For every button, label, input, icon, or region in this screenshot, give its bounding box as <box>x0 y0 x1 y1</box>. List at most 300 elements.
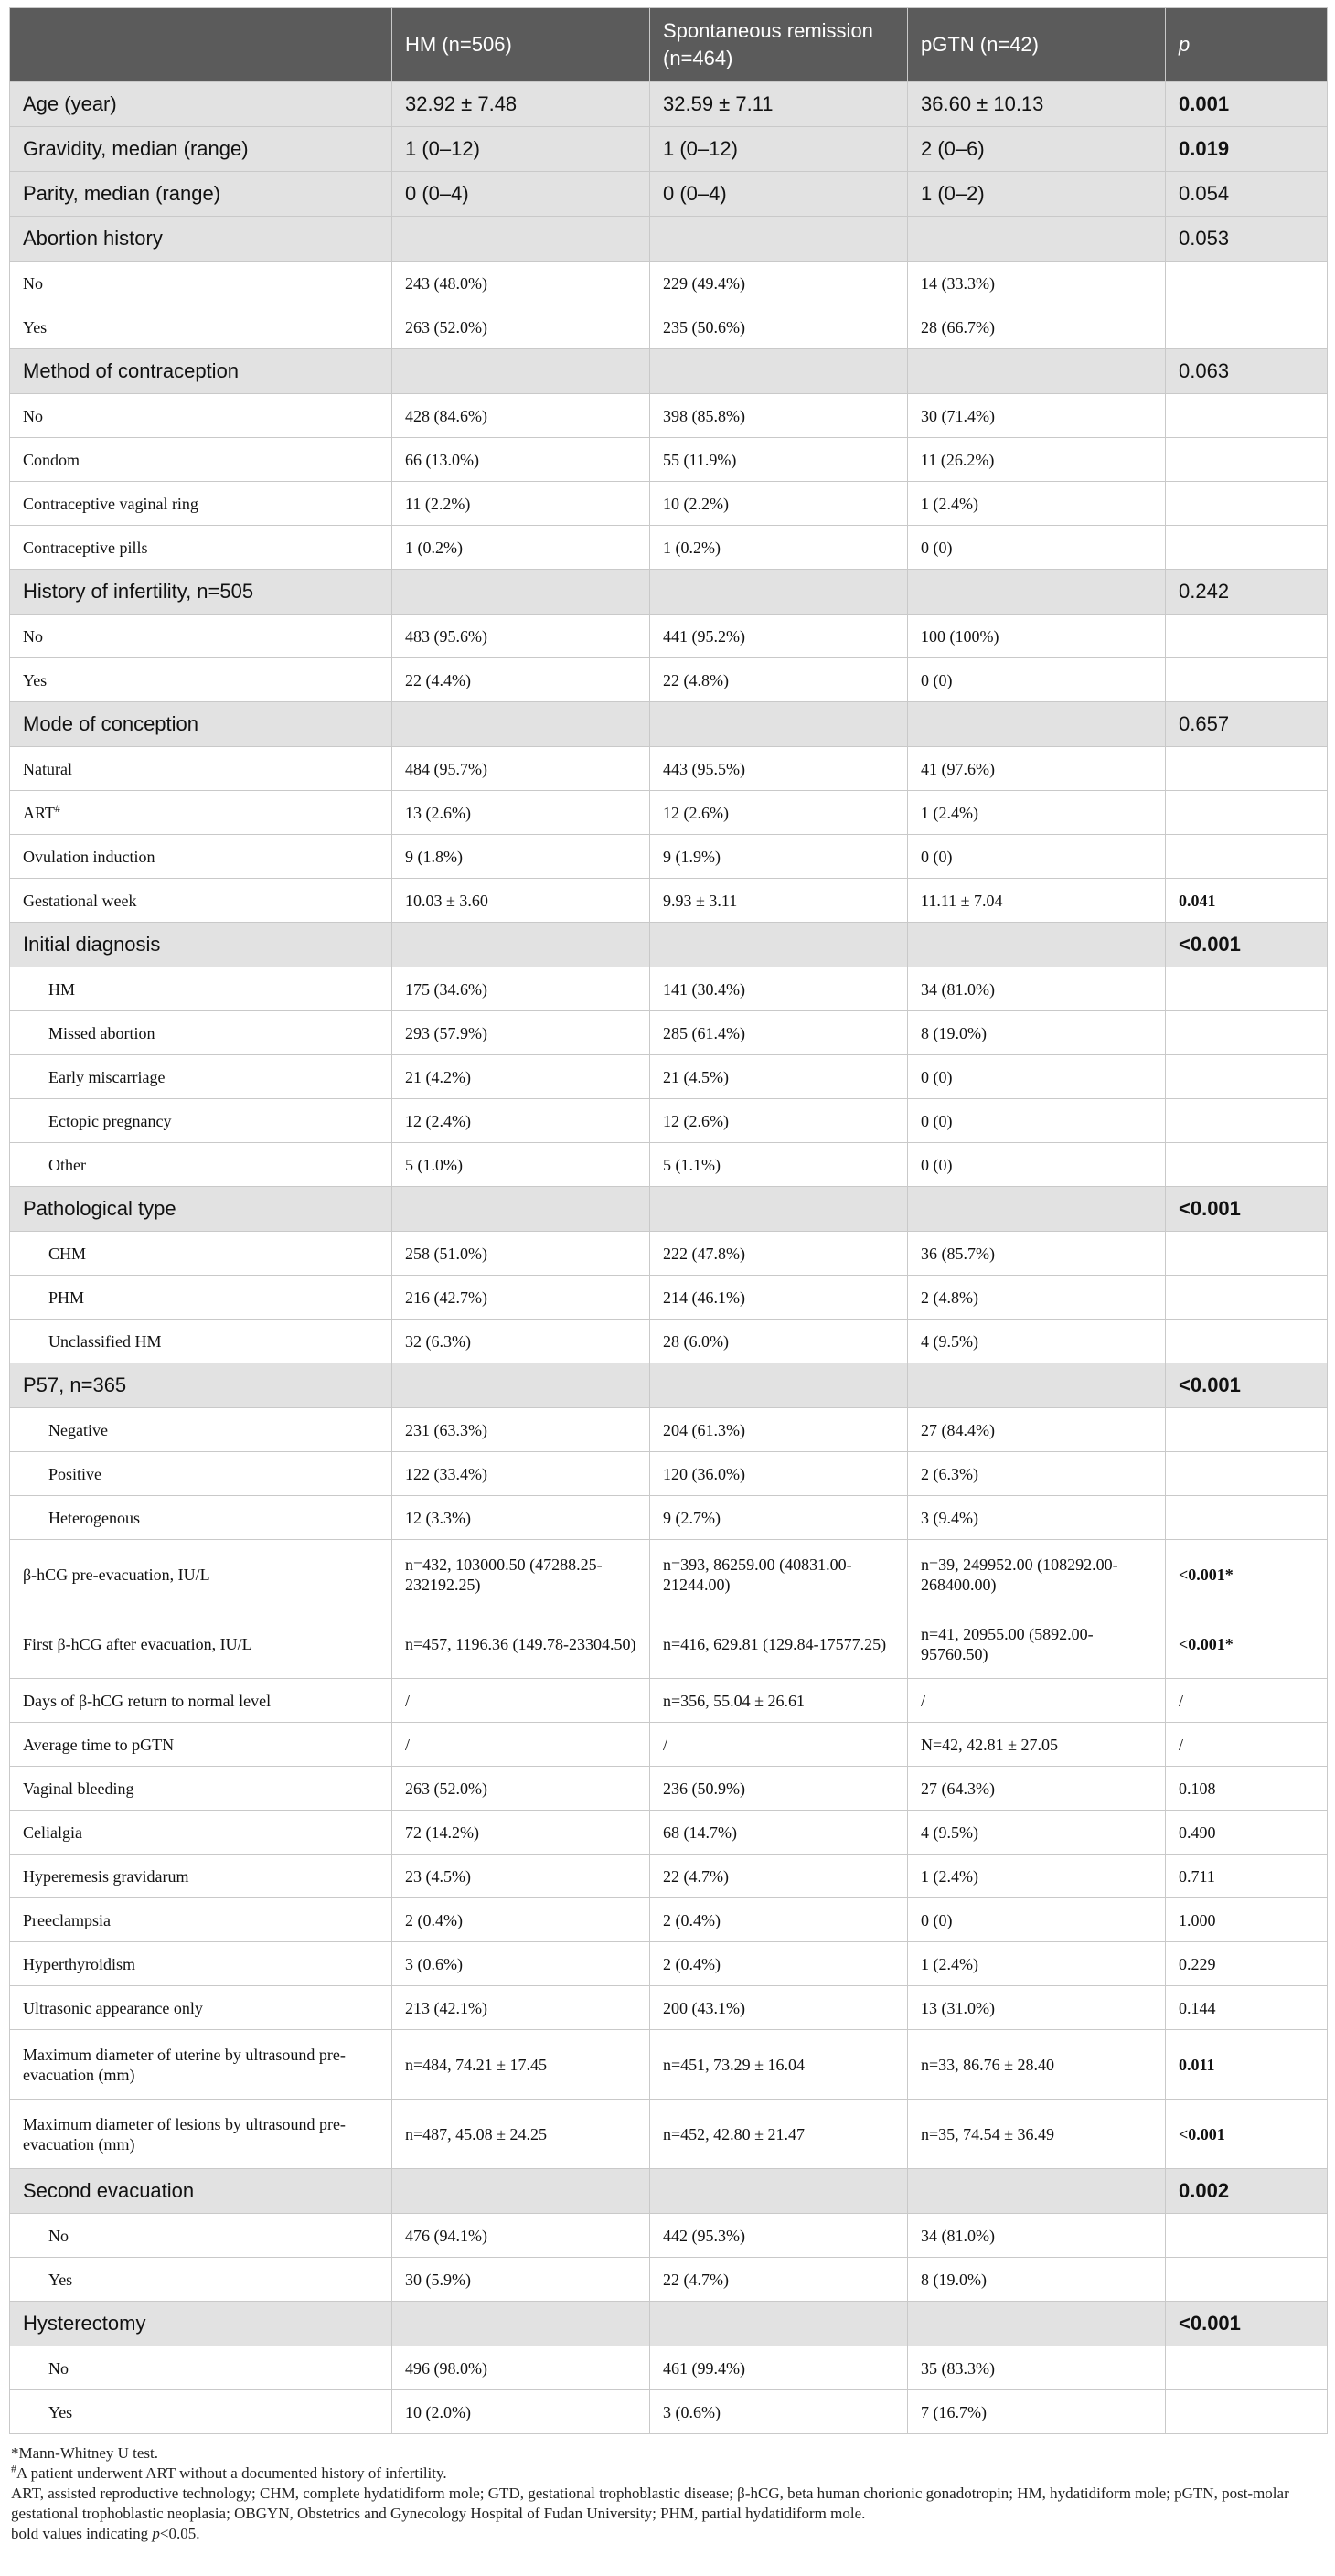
table-row <box>10 2030 1328 2100</box>
footnote-bold <box>11 2524 1327 2544</box>
hm-cell: 428 (84.6%) <box>392 394 650 438</box>
label-cell <box>10 1723 392 1767</box>
table-row <box>10 1408 1328 1452</box>
header-cell-variable <box>10 8 392 82</box>
p-value-cell: 0.144 <box>1166 1986 1328 2030</box>
spontaneous-remission-cell: 200 (43.1%) <box>650 1986 908 2030</box>
row-label: First β-hCG after evacuation, IU/L <box>23 1634 252 1653</box>
row-label: Initial diagnosis <box>23 933 161 956</box>
spontaneous-remission-cell: n=452, 42.80 ± 21.47 <box>650 2100 908 2169</box>
row-label: Ectopic pregnancy <box>48 1111 172 1130</box>
spontaneous-remission-cell: 12 (2.6%) <box>650 791 908 835</box>
label-cell <box>10 1143 392 1187</box>
spontaneous-remission-cell <box>650 1363 908 1408</box>
spontaneous-remission-cell: 0 (0–4) <box>650 172 908 217</box>
header-cell-spontaneous-remission: Spontaneous remission (n=464) <box>650 8 908 82</box>
spontaneous-remission-cell <box>650 349 908 394</box>
spontaneous-remission-cell: 285 (61.4%) <box>650 1011 908 1055</box>
pgtn-cell: 11 (26.2%) <box>908 438 1166 482</box>
section-row <box>10 127 1328 172</box>
spontaneous-remission-cell: 9 (2.7%) <box>650 1496 908 1540</box>
p-value-cell <box>1166 305 1328 349</box>
row-label: Early miscarriage <box>48 1067 166 1086</box>
p-value-cell: 0.242 <box>1166 570 1328 615</box>
section-row <box>10 82 1328 127</box>
hm-cell: 10.03 ± 3.60 <box>392 879 650 923</box>
row-label: Method of contraception <box>23 359 240 382</box>
table-row <box>10 1855 1328 1898</box>
spontaneous-remission-cell: 443 (95.5%) <box>650 747 908 791</box>
label-cell <box>10 1099 392 1143</box>
table-row <box>10 482 1328 526</box>
row-label: Age (year) <box>23 92 117 115</box>
label-cell <box>10 394 392 438</box>
table-row <box>10 1320 1328 1363</box>
label-cell <box>10 1320 392 1363</box>
pgtn-cell: 4 (9.5%) <box>908 1320 1166 1363</box>
label-cell <box>10 2214 392 2258</box>
row-label: Contraceptive pills <box>23 538 148 557</box>
label-cell <box>10 482 392 526</box>
pgtn-cell <box>908 1187 1166 1232</box>
label-cell <box>10 879 392 923</box>
spontaneous-remission-cell: 2 (0.4%) <box>650 1942 908 1986</box>
p-value-cell <box>1166 2390 1328 2434</box>
spontaneous-remission-cell: 22 (4.7%) <box>650 2258 908 2302</box>
p-value-cell: <0.001 <box>1166 1363 1328 1408</box>
hm-cell <box>392 1187 650 1232</box>
label-cell <box>10 1679 392 1723</box>
pgtn-cell: n=35, 74.54 ± 36.49 <box>908 2100 1166 2169</box>
pgtn-cell: 0 (0) <box>908 1898 1166 1942</box>
label-cell <box>10 658 392 702</box>
table-row <box>10 2390 1328 2434</box>
hm-cell: 1 (0.2%) <box>392 526 650 570</box>
section-row <box>10 702 1328 747</box>
row-label: Missed abortion <box>48 1023 155 1042</box>
row-label: β-hCG pre-evacuation, IU/L <box>23 1565 210 1584</box>
spontaneous-remission-cell: 12 (2.6%) <box>650 1099 908 1143</box>
spontaneous-remission-cell: n=416, 629.81 (129.84-17577.25) <box>650 1609 908 1679</box>
pgtn-cell <box>908 1363 1166 1408</box>
pgtn-cell: 2 (6.3%) <box>908 1452 1166 1496</box>
hm-cell: 175 (34.6%) <box>392 967 650 1011</box>
row-label: History of infertility, n=505 <box>23 580 254 603</box>
hm-cell: 1 (0–12) <box>392 127 650 172</box>
table-row <box>10 1011 1328 1055</box>
p-value-cell <box>1166 1055 1328 1099</box>
table-row <box>10 615 1328 658</box>
hm-cell <box>392 217 650 262</box>
row-label: No <box>23 406 43 425</box>
p-value-cell: 0.053 <box>1166 217 1328 262</box>
p-value-cell: 0.657 <box>1166 702 1328 747</box>
p-value-cell <box>1166 1320 1328 1363</box>
table-row <box>10 747 1328 791</box>
footnote-marker: # <box>54 801 60 815</box>
spontaneous-remission-cell: n=393, 86259.00 (40831.00-21244.00) <box>650 1540 908 1609</box>
p-value-cell <box>1166 1276 1328 1320</box>
hm-cell: 0 (0–4) <box>392 172 650 217</box>
table-row <box>10 1942 1328 1986</box>
pgtn-cell: 0 (0) <box>908 1099 1166 1143</box>
header-cell-pgtn: pGTN (n=42) <box>908 8 1166 82</box>
p-value-cell <box>1166 438 1328 482</box>
p-value-cell <box>1166 2258 1328 2302</box>
label-cell <box>10 747 392 791</box>
row-label: Yes <box>23 317 48 337</box>
table-row <box>10 1496 1328 1540</box>
spontaneous-remission-cell: 141 (30.4%) <box>650 967 908 1011</box>
pgtn-cell: 34 (81.0%) <box>908 2214 1166 2258</box>
pgtn-cell: 1 (0–2) <box>908 172 1166 217</box>
hm-cell <box>392 1363 650 1408</box>
p-value-cell <box>1166 1452 1328 1496</box>
hm-cell: n=432, 103000.50 (47288.25-232192.25) <box>392 1540 650 1609</box>
hm-cell <box>392 702 650 747</box>
row-label: PHM <box>48 1288 85 1307</box>
spontaneous-remission-cell <box>650 217 908 262</box>
spontaneous-remission-cell: n=356, 55.04 ± 26.61 <box>650 1679 908 1723</box>
pgtn-cell: 36 (85.7%) <box>908 1232 1166 1276</box>
characteristics-table <box>9 7 1328 2434</box>
label-cell <box>10 1187 392 1232</box>
spontaneous-remission-cell: 9.93 ± 3.11 <box>650 879 908 923</box>
label-cell <box>10 305 392 349</box>
footnote-abbreviations: ART, assisted reproductive technology; CHM, complete hydatidiform mole; GTD, gestational trophoblastic disease; β-hCG, beta human chorionic gonadotropin; HM, hydatidiform mole; pGTN, post-molar gestational trophoblastic neoplasia; OBGYN, Obstetrics and Gynecology Hospital of Fudan University; PHM, partial hydatidiform mole. <box>11 2485 1289 2522</box>
table-row <box>10 2100 1328 2169</box>
label-cell <box>10 172 392 217</box>
p-value-cell: 0.041 <box>1166 879 1328 923</box>
p-value-cell: <0.001 <box>1166 2100 1328 2169</box>
hm-cell: 484 (95.7%) <box>392 747 650 791</box>
pgtn-cell: / <box>908 1679 1166 1723</box>
p-value-cell <box>1166 2346 1328 2390</box>
spontaneous-remission-cell: 1 (0.2%) <box>650 526 908 570</box>
row-label: Yes <box>48 2402 73 2421</box>
table-row <box>10 835 1328 879</box>
pgtn-cell <box>908 2169 1166 2214</box>
table-row <box>10 1609 1328 1679</box>
row-label: Hyperemesis gravidarum <box>23 1866 189 1886</box>
pgtn-cell <box>908 702 1166 747</box>
pgtn-cell: 1 (2.4%) <box>908 1855 1166 1898</box>
spontaneous-remission-cell: 236 (50.9%) <box>650 1767 908 1811</box>
hm-cell: n=457, 1196.36 (149.78-23304.50) <box>392 1609 650 1679</box>
hm-cell: 258 (51.0%) <box>392 1232 650 1276</box>
label-cell <box>10 1540 392 1609</box>
footnote-bold-p: p <box>152 2525 160 2542</box>
row-label: CHM <box>48 1244 87 1263</box>
p-value-cell <box>1166 1099 1328 1143</box>
section-row <box>10 570 1328 615</box>
label-cell <box>10 1408 392 1452</box>
table-row <box>10 526 1328 570</box>
hm-cell: 2 (0.4%) <box>392 1898 650 1942</box>
hm-cell: 72 (14.2%) <box>392 1811 650 1855</box>
hm-cell: 476 (94.1%) <box>392 2214 650 2258</box>
p-value-cell: 0.108 <box>1166 1767 1328 1811</box>
row-label: Yes <box>48 2270 73 2289</box>
hm-cell: 483 (95.6%) <box>392 615 650 658</box>
p-value-cell: <0.001 <box>1166 2302 1328 2346</box>
pgtn-cell: 0 (0) <box>908 1143 1166 1187</box>
hm-cell: 11 (2.2%) <box>392 482 650 526</box>
spontaneous-remission-cell: 22 (4.7%) <box>650 1855 908 1898</box>
p-value-cell <box>1166 526 1328 570</box>
spontaneous-remission-cell: / <box>650 1723 908 1767</box>
spontaneous-remission-cell <box>650 702 908 747</box>
label-cell <box>10 1232 392 1276</box>
row-label: Ultrasonic appearance only <box>23 1998 203 2017</box>
p-value-cell: <0.001* <box>1166 1609 1328 1679</box>
table-row <box>10 658 1328 702</box>
pgtn-cell: 27 (64.3%) <box>908 1767 1166 1811</box>
spontaneous-remission-cell <box>650 2302 908 2346</box>
pgtn-cell: 4 (9.5%) <box>908 1811 1166 1855</box>
table-row <box>10 967 1328 1011</box>
table-row <box>10 2214 1328 2258</box>
footnote-bold-suffix: <0.05. <box>159 2525 200 2542</box>
table-container <box>9 7 1327 2544</box>
p-value-cell <box>1166 2214 1328 2258</box>
label-cell <box>10 1011 392 1055</box>
spontaneous-remission-cell <box>650 1187 908 1232</box>
p-value-cell <box>1166 262 1328 305</box>
label-cell <box>10 570 392 615</box>
p-value-cell: 0.011 <box>1166 2030 1328 2100</box>
label-cell <box>10 2390 392 2434</box>
spontaneous-remission-cell: 461 (99.4%) <box>650 2346 908 2390</box>
pgtn-cell: 1 (2.4%) <box>908 482 1166 526</box>
row-label: Maximum diameter of uterine by ultrasound pre-evacuation (mm) <box>23 2045 346 2084</box>
row-label: Hyperthyroidism <box>23 1954 135 1973</box>
p-value-cell: / <box>1166 1723 1328 1767</box>
hm-cell: 263 (52.0%) <box>392 1767 650 1811</box>
pgtn-cell <box>908 923 1166 967</box>
label-cell <box>10 1276 392 1320</box>
spontaneous-remission-cell: 204 (61.3%) <box>650 1408 908 1452</box>
label-cell <box>10 262 392 305</box>
row-label: Days of β-hCG return to normal level <box>23 1691 272 1710</box>
p-value-cell: 0.490 <box>1166 1811 1328 1855</box>
p-value-cell <box>1166 967 1328 1011</box>
label-cell <box>10 1898 392 1942</box>
spontaneous-remission-cell: 2 (0.4%) <box>650 1898 908 1942</box>
footnotes <box>9 2443 1327 2544</box>
row-label: Vaginal bleeding <box>23 1779 134 1798</box>
section-row <box>10 217 1328 262</box>
hm-cell: 231 (63.3%) <box>392 1408 650 1452</box>
spontaneous-remission-cell: 1 (0–12) <box>650 127 908 172</box>
hm-cell: n=484, 74.21 ± 17.45 <box>392 2030 650 2100</box>
table-row <box>10 1811 1328 1855</box>
p-value-cell: 0.001 <box>1166 82 1328 127</box>
pgtn-cell: 0 (0) <box>908 658 1166 702</box>
row-label: Unclassified HM <box>48 1331 162 1351</box>
pgtn-cell: 7 (16.7%) <box>908 2390 1166 2434</box>
table-row <box>10 2346 1328 2390</box>
label-cell <box>10 615 392 658</box>
pgtn-cell: 34 (81.0%) <box>908 967 1166 1011</box>
hm-cell: 213 (42.1%) <box>392 1986 650 2030</box>
spontaneous-remission-cell: 21 (4.5%) <box>650 1055 908 1099</box>
pgtn-cell: 0 (0) <box>908 526 1166 570</box>
row-label: Second evacuation <box>23 2179 195 2202</box>
table-row <box>10 1767 1328 1811</box>
table-row <box>10 1143 1328 1187</box>
row-label: Gravidity, median (range) <box>23 137 249 160</box>
label-cell <box>10 1055 392 1099</box>
label-cell <box>10 2346 392 2390</box>
label-cell <box>10 791 392 835</box>
label-cell <box>10 1986 392 2030</box>
row-label: Hysterectomy <box>23 2312 146 2335</box>
label-cell <box>10 526 392 570</box>
spontaneous-remission-cell: 214 (46.1%) <box>650 1276 908 1320</box>
row-label: Negative <box>48 1420 108 1439</box>
table-body <box>10 82 1328 2434</box>
footnote-bold-prefix: bold values indicating <box>11 2525 153 2542</box>
label-cell <box>10 2302 392 2346</box>
section-row <box>10 2169 1328 2214</box>
label-cell <box>10 2258 392 2302</box>
p-value-cell <box>1166 658 1328 702</box>
p-value-cell: 1.000 <box>1166 1898 1328 1942</box>
hm-cell: 12 (3.3%) <box>392 1496 650 1540</box>
spontaneous-remission-cell: 9 (1.9%) <box>650 835 908 879</box>
row-label: Yes <box>23 670 48 689</box>
label-cell <box>10 127 392 172</box>
pgtn-cell <box>908 570 1166 615</box>
p-value-cell <box>1166 747 1328 791</box>
pgtn-cell: 3 (9.4%) <box>908 1496 1166 1540</box>
hm-cell: 13 (2.6%) <box>392 791 650 835</box>
label-cell <box>10 1363 392 1408</box>
row-label: No <box>48 2358 69 2378</box>
row-label: Gestational week <box>23 891 137 910</box>
label-cell <box>10 349 392 394</box>
p-value-cell <box>1166 791 1328 835</box>
table-row <box>10 1055 1328 1099</box>
spontaneous-remission-cell: 229 (49.4%) <box>650 262 908 305</box>
pgtn-cell: 14 (33.3%) <box>908 262 1166 305</box>
table-row <box>10 1898 1328 1942</box>
section-row <box>10 2302 1328 2346</box>
spontaneous-remission-cell: 5 (1.1%) <box>650 1143 908 1187</box>
row-label: No <box>23 626 43 646</box>
label-cell <box>10 1942 392 1986</box>
hm-cell <box>392 2169 650 2214</box>
hm-cell: 216 (42.7%) <box>392 1276 650 1320</box>
row-label: No <box>23 273 43 293</box>
p-value-cell: 0.019 <box>1166 127 1328 172</box>
hm-cell: / <box>392 1679 650 1723</box>
row-label: Mode of conception <box>23 712 199 735</box>
pgtn-cell: 11.11 ± 7.04 <box>908 879 1166 923</box>
table-row <box>10 1679 1328 1723</box>
hm-cell: 293 (57.9%) <box>392 1011 650 1055</box>
hm-cell: 243 (48.0%) <box>392 262 650 305</box>
pgtn-cell: 8 (19.0%) <box>908 2258 1166 2302</box>
spontaneous-remission-cell: 22 (4.8%) <box>650 658 908 702</box>
hm-cell <box>392 2302 650 2346</box>
footnote-art-text: A patient underwent ART without a documented history of infertility. <box>16 2464 447 2482</box>
footnote-art <box>11 2464 1327 2484</box>
p-value-cell: / <box>1166 1679 1328 1723</box>
label-cell <box>10 923 392 967</box>
pgtn-cell: 0 (0) <box>908 1055 1166 1099</box>
row-label: Celialgia <box>23 1822 82 1842</box>
pgtn-cell: 100 (100%) <box>908 615 1166 658</box>
spontaneous-remission-cell: 235 (50.6%) <box>650 305 908 349</box>
footnote-art-marker: # <box>11 2462 16 2475</box>
pgtn-cell: 2 (4.8%) <box>908 1276 1166 1320</box>
label-cell <box>10 835 392 879</box>
p-value-cell <box>1166 1496 1328 1540</box>
p-value-cell: 0.063 <box>1166 349 1328 394</box>
p-value-cell <box>1166 1408 1328 1452</box>
hm-cell: 22 (4.4%) <box>392 658 650 702</box>
row-label: Condom <box>23 450 80 469</box>
p-value-cell: 0.002 <box>1166 2169 1328 2214</box>
table-row <box>10 1986 1328 2030</box>
header-cell-p-value: p <box>1166 8 1328 82</box>
spontaneous-remission-cell: n=451, 73.29 ± 16.04 <box>650 2030 908 2100</box>
section-row <box>10 923 1328 967</box>
pgtn-cell: n=33, 86.76 ± 28.40 <box>908 2030 1166 2100</box>
pgtn-cell: N=42, 42.81 ± 27.05 <box>908 1723 1166 1767</box>
hm-cell: 5 (1.0%) <box>392 1143 650 1187</box>
label-cell <box>10 1496 392 1540</box>
spontaneous-remission-cell <box>650 923 908 967</box>
hm-cell: / <box>392 1723 650 1767</box>
pgtn-cell: 1 (2.4%) <box>908 791 1166 835</box>
section-row <box>10 349 1328 394</box>
table-row <box>10 1452 1328 1496</box>
hm-cell: 32.92 ± 7.48 <box>392 82 650 127</box>
hm-cell <box>392 923 650 967</box>
spontaneous-remission-cell: 10 (2.2%) <box>650 482 908 526</box>
pgtn-cell: 41 (97.6%) <box>908 747 1166 791</box>
hm-cell: 263 (52.0%) <box>392 305 650 349</box>
hm-cell: n=487, 45.08 ± 24.25 <box>392 2100 650 2169</box>
row-label: ART <box>23 803 55 822</box>
spontaneous-remission-cell: 3 (0.6%) <box>650 2390 908 2434</box>
pgtn-cell <box>908 217 1166 262</box>
pgtn-cell: 8 (19.0%) <box>908 1011 1166 1055</box>
hm-cell: 10 (2.0%) <box>392 2390 650 2434</box>
table-row <box>10 791 1328 835</box>
spontaneous-remission-cell <box>650 2169 908 2214</box>
label-cell <box>10 217 392 262</box>
row-label: Average time to pGTN <box>23 1735 175 1754</box>
hm-cell: 30 (5.9%) <box>392 2258 650 2302</box>
header-cell-hm: HM (n=506) <box>392 8 650 82</box>
row-label: P57, n=365 <box>23 1374 127 1396</box>
pgtn-cell: 28 (66.7%) <box>908 305 1166 349</box>
row-label: Contraceptive vaginal ring <box>23 494 198 513</box>
row-label: Pathological type <box>23 1197 176 1220</box>
hm-cell: 3 (0.6%) <box>392 1942 650 1986</box>
pgtn-cell: 13 (31.0%) <box>908 1986 1166 2030</box>
label-cell <box>10 2100 392 2169</box>
table-row <box>10 1099 1328 1143</box>
table-row <box>10 305 1328 349</box>
hm-cell: 9 (1.8%) <box>392 835 650 879</box>
table-row <box>10 1276 1328 1320</box>
spontaneous-remission-cell: 442 (95.3%) <box>650 2214 908 2258</box>
